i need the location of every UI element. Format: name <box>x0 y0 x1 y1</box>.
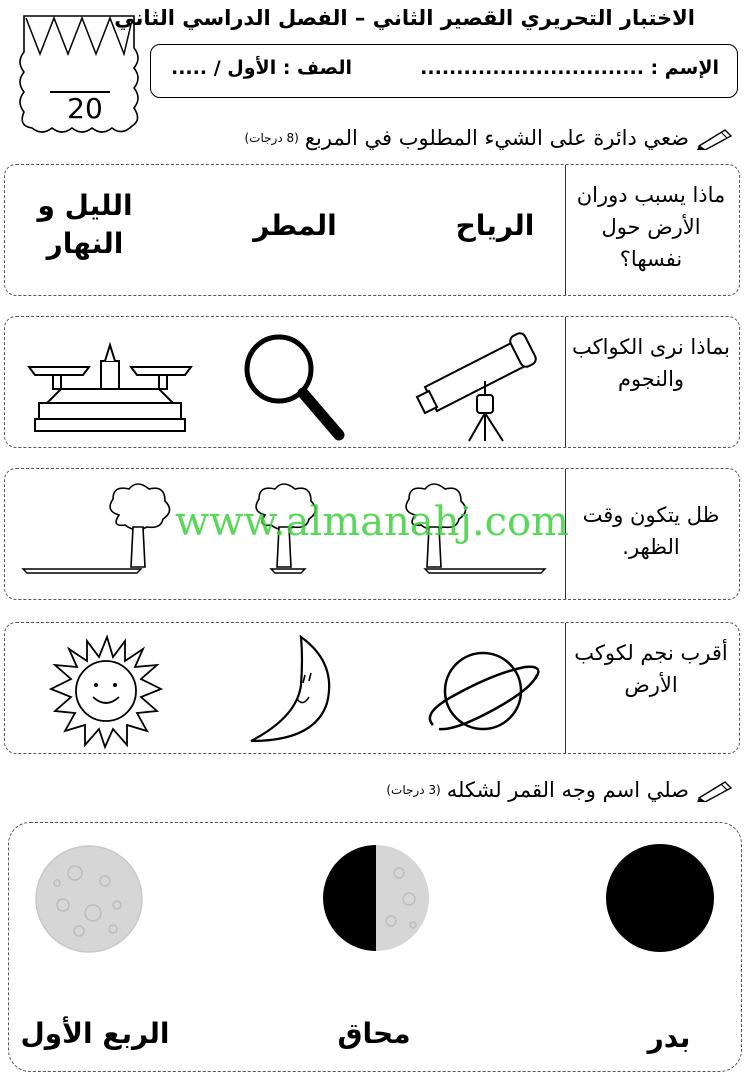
question-4-box <box>4 622 740 754</box>
question-4-text: أقرب نجم لكوكب الأرض <box>574 641 728 697</box>
q1-option-day-night[interactable]: الليل و النهار <box>37 189 133 260</box>
question-2-text: بماذا نرى الكواكب والنجوم <box>572 335 730 391</box>
moon-label-new[interactable]: محاق <box>337 1017 411 1050</box>
tree-shadow-right-icon[interactable] <box>19 481 179 577</box>
question-3-text: ظل يتكون وقت الظهر. <box>582 503 720 559</box>
balance-scale-icon[interactable] <box>25 339 195 435</box>
q1-option-rain[interactable]: المطر <box>253 209 337 242</box>
moon-label-first-quarter[interactable]: الربع الأول <box>20 1017 170 1050</box>
moon-phases-box <box>8 822 742 1072</box>
new-moon-icon[interactable] <box>605 843 715 953</box>
moon-label-full[interactable]: بدر <box>647 1021 691 1054</box>
class-field[interactable]: الصف : الأول / ..... <box>171 57 353 79</box>
section1-instruction-text: ضعي دائرة على الشيء المطلوب في المربع <box>304 126 689 150</box>
watermark: www.almanahj.com <box>175 499 570 545</box>
pencil-icon <box>695 126 735 150</box>
section2-instruction-text: صلي اسم وجه القمر لشكله <box>446 778 689 802</box>
q1-option-winds[interactable]: الرياح <box>455 209 535 242</box>
page-title: الاختبار التحريري القصير الثاني – الفصل الدراسي الثاني <box>114 6 695 30</box>
pencil-icon <box>695 778 735 802</box>
name-field[interactable]: الإسم : ............................... <box>420 57 719 79</box>
half-moon-icon[interactable] <box>321 843 431 953</box>
score-value: 20 <box>67 92 103 125</box>
full-moon-icon[interactable] <box>33 843 145 955</box>
question-1-text: ماذا يسبب دوران الأرض حول نفسها؟ <box>576 183 726 271</box>
question-divider <box>565 165 566 295</box>
telescope-icon[interactable] <box>415 325 545 443</box>
section1-instruction <box>244 126 735 150</box>
question-divider <box>565 317 566 447</box>
question-2-box <box>4 316 740 448</box>
student-info-box <box>150 44 738 98</box>
section1-points: (8 درجات) <box>244 131 299 145</box>
section2-points: (3 درجات) <box>386 783 441 797</box>
moon-icon[interactable] <box>241 633 341 749</box>
planet-icon[interactable] <box>425 639 545 743</box>
question-divider <box>565 623 566 753</box>
magnifier-icon[interactable] <box>235 327 355 443</box>
sun-icon[interactable] <box>49 633 165 749</box>
section2-instruction <box>386 778 735 802</box>
question-3-box <box>4 468 740 600</box>
question-1-box <box>4 164 740 296</box>
